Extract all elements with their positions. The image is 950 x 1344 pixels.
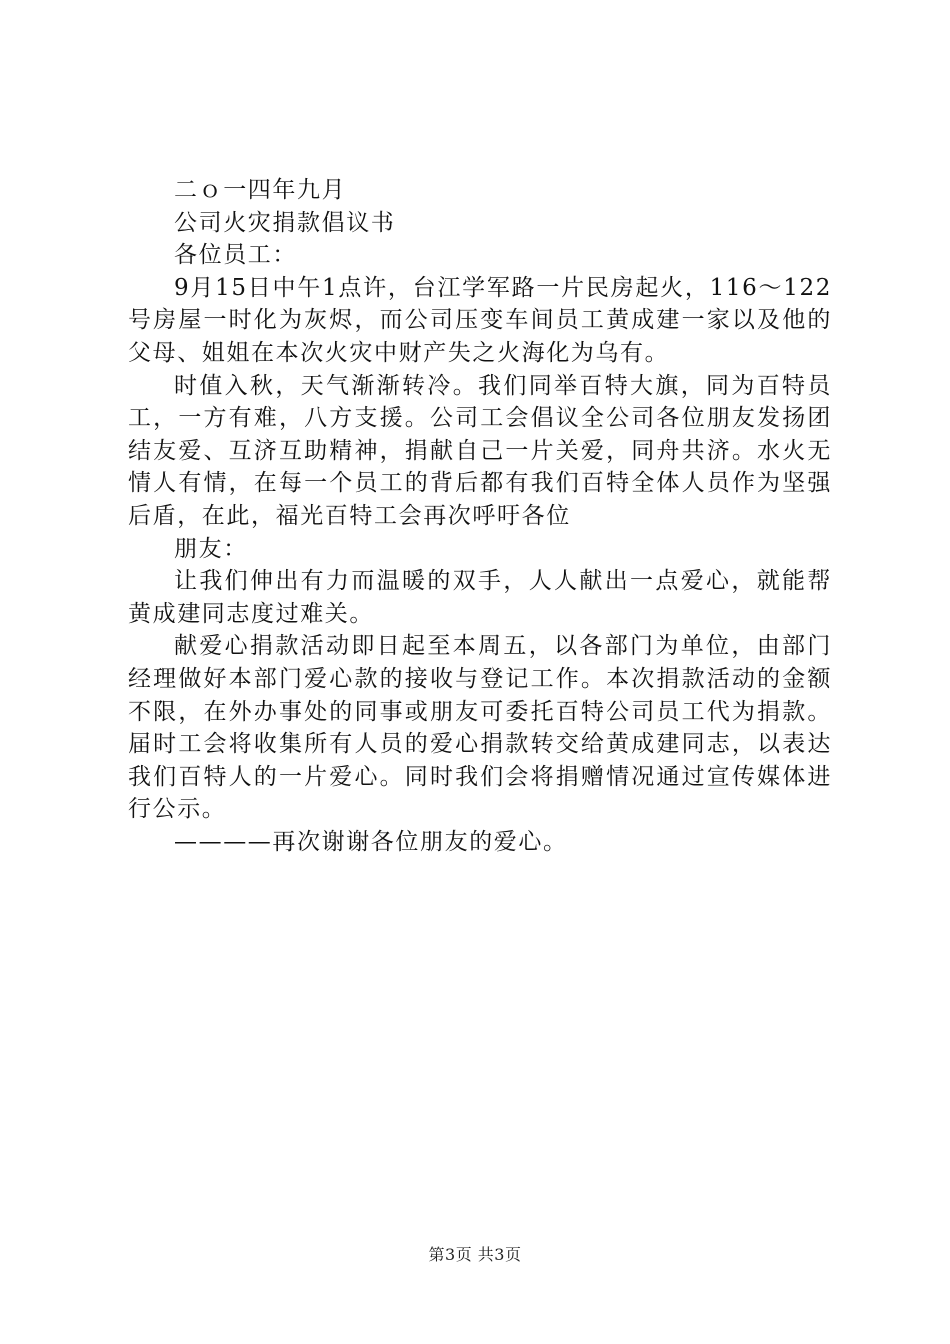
closing-thanks: ————再次谢谢各位朋友的爱心。: [174, 828, 568, 855]
paragraph-donation-details: 献爱心捐款活动即日起至本周五，以各部门为单位，由部门经理做好本部门爱心款的接收与登记工作。本次捐款活动的金额不限，在外办事处的同事或朋友可委托百特公司员工代为捐款。届时工会将收集所有人员的爱心捐款转交给黄成建同志，以表达我们百特人的一片爱心。同时我们会将捐赠情况通过宣传媒体进行公示。: [128, 633, 832, 823]
document-body: [128, 174, 832, 858]
paragraph-friends: 朋友：: [174, 535, 248, 562]
paragraph-appeal: 时值入秋，天气渐渐转冷。我们同举百特大旗，同为百特员工，一方有难，八方支援。公司工会倡议全公司各位朋友发扬团结友爱、互济互助精神，捐献自己一片关爱，同舟共济。水火无情人有情，在每一个员工的背后都有我们百特全体人员作为坚强后盾，在此，福光百特工会再次呼吁各位: [128, 372, 832, 529]
document-title: 公司火灾捐款倡议书: [174, 209, 396, 236]
page-footer: 第3页 共3页: [428, 1245, 522, 1264]
paragraph-helping-hands: 让我们伸出有力而温暖的双手，人人献出一点爱心，就能帮黄成建同志度过难关。: [128, 568, 832, 627]
date-line: 二ｏ一四年九月: [174, 177, 347, 203]
paragraph-incident: 9月15日中午1点许，台江学军路一片民房起火，116～122号房屋一时化为灰烬，而公司压变车间员工黄成建一家以及他的父母、姐姐在本次火灾中财产失之火海化为乌有。: [128, 274, 832, 366]
salutation: 各位员工：: [174, 242, 297, 269]
